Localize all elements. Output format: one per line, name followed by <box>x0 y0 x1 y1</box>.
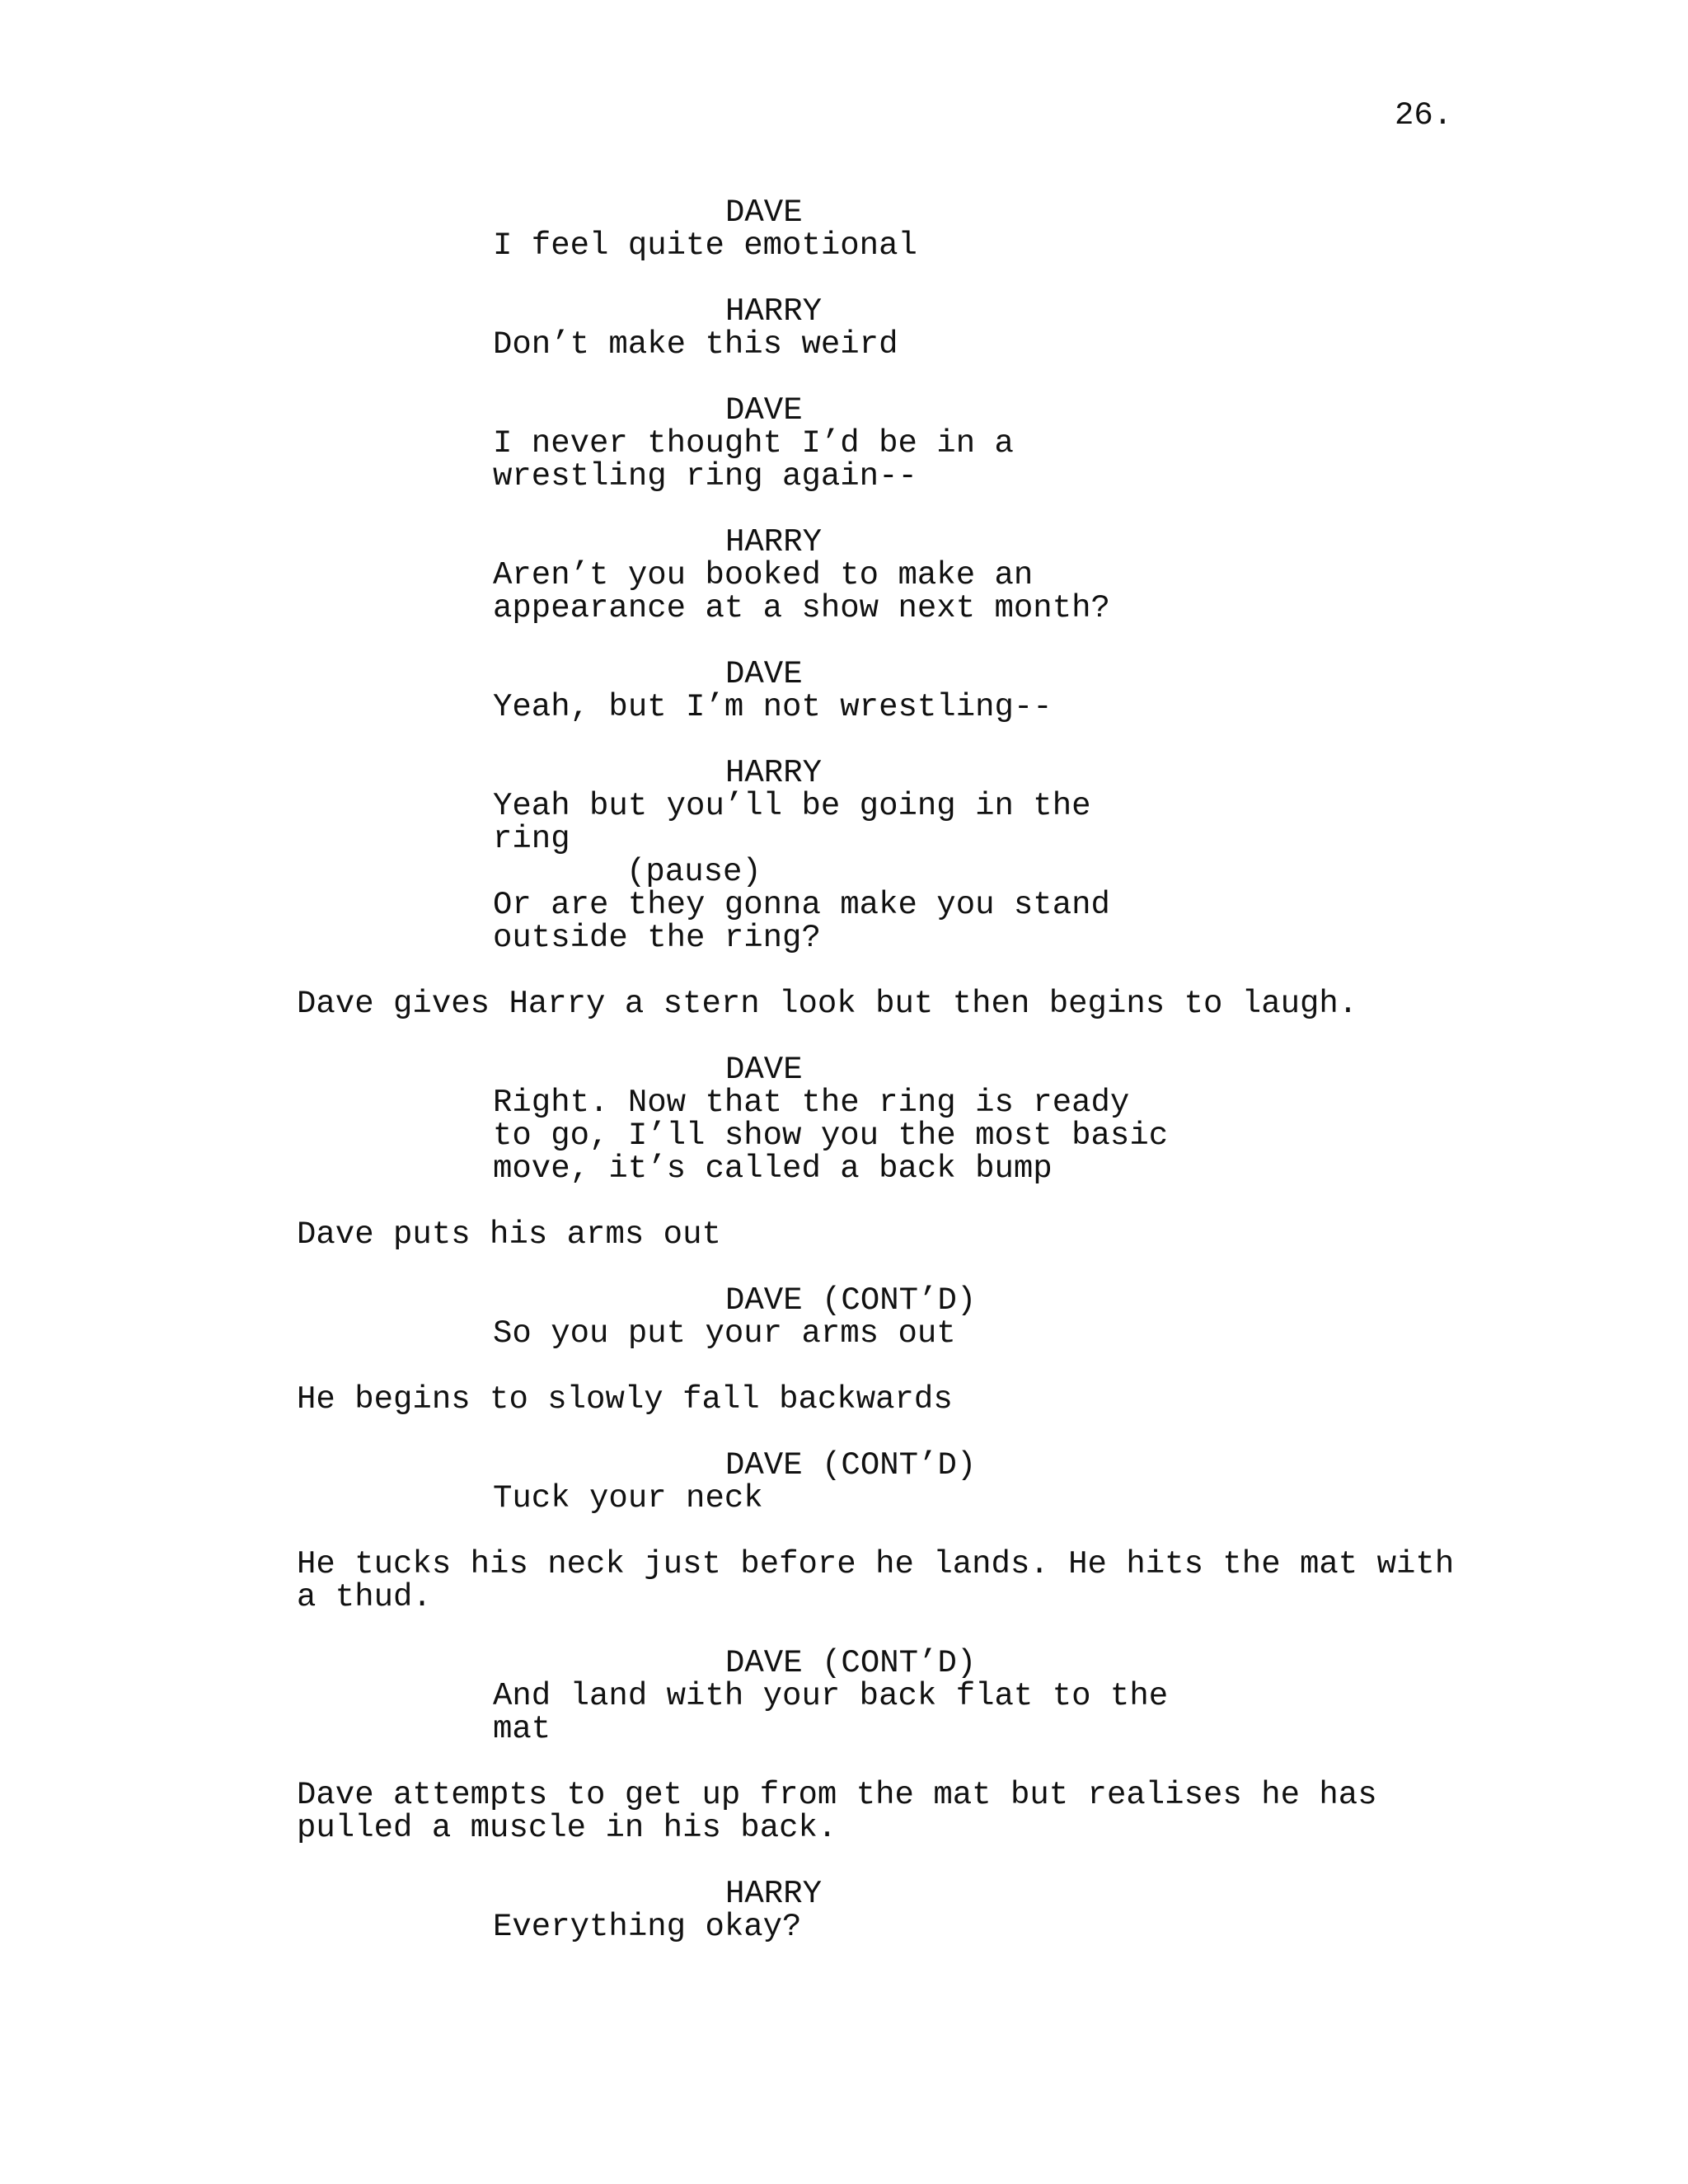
dialogue-line: Tuck your neck <box>493 1480 763 1516</box>
character-cue: DAVE (CONT’D) <box>725 1645 977 1681</box>
action-line: Dave puts his arms out <box>297 1216 721 1253</box>
dialogue-line: Aren’t you booked to make an <box>493 557 1034 593</box>
blank-line <box>0 1185 1688 1218</box>
screenplay-body <box>0 196 1688 1943</box>
blank-line <box>0 1020 1688 1053</box>
character-cue: DAVE (CONT’D) <box>725 1447 977 1483</box>
blank-line <box>0 1251 1688 1284</box>
character-cue: HARRY <box>725 524 823 560</box>
blank-line <box>0 1416 1688 1449</box>
dialogue-line: Right. Now that the ring is ready <box>493 1085 1130 1121</box>
character-cue: DAVE <box>725 194 803 231</box>
blank-line <box>0 1844 1688 1877</box>
blank-line <box>0 361 1688 394</box>
blank-line <box>0 724 1688 757</box>
dialogue-line: Don’t make this weird <box>493 326 898 363</box>
character-cue: DAVE <box>725 656 803 692</box>
dialogue-line: to go, I’ll show you the most basic <box>493 1118 1169 1154</box>
action-line: He tucks his neck just before he lands. He hits the mat with <box>297 1546 1455 1582</box>
blank-line <box>0 1614 1688 1647</box>
dialogue-line: So you put your arms out <box>493 1315 956 1352</box>
blank-line <box>0 1350 1688 1383</box>
dialogue-line: Yeah but you’ll be going in the <box>493 788 1091 824</box>
action-line: pulled a muscle in his back. <box>297 1810 837 1846</box>
blank-line <box>0 954 1688 987</box>
character-cue: DAVE <box>725 1052 803 1088</box>
blank-line <box>0 1746 1688 1779</box>
blank-line <box>0 1515 1688 1548</box>
character-cue: HARRY <box>725 293 823 330</box>
character-cue: HARRY <box>725 755 823 791</box>
dialogue-line: outside the ring? <box>493 920 821 956</box>
action-line: He begins to slowly fall backwards <box>297 1381 953 1418</box>
blank-line <box>0 625 1688 658</box>
dialogue-line: ring <box>493 821 570 857</box>
parenthetical: (pause) <box>626 854 762 890</box>
page-number: 26. <box>1395 97 1453 134</box>
action-line: Dave gives Harry a stern look but then begins to laugh. <box>297 986 1358 1022</box>
character-cue: DAVE <box>725 392 803 429</box>
action-line: a thud. <box>297 1579 432 1615</box>
dialogue-line: Or are they gonna make you stand <box>493 887 1110 923</box>
dialogue-line: I never thought I’d be in a <box>493 425 1014 462</box>
dialogue-line: I feel quite emotional <box>493 227 917 264</box>
dialogue-line: appearance at a show next month? <box>493 590 1110 626</box>
blank-line <box>0 493 1688 526</box>
character-cue: DAVE (CONT’D) <box>725 1282 977 1319</box>
dialogue-line: Yeah, but I’m not wrestling-- <box>493 689 1053 725</box>
character-cue: HARRY <box>725 1876 823 1912</box>
dialogue-line: Everything okay? <box>493 1909 802 1945</box>
dialogue-line: mat <box>493 1711 551 1747</box>
dialogue-line: wrestling ring again-- <box>493 458 917 494</box>
blank-line <box>0 262 1688 295</box>
dialogue-line: move, it’s called a back bump <box>493 1151 1053 1187</box>
dialogue-line: And land with your back flat to the <box>493 1678 1169 1714</box>
action-line: Dave attempts to get up from the mat but realises he has <box>297 1777 1377 1813</box>
